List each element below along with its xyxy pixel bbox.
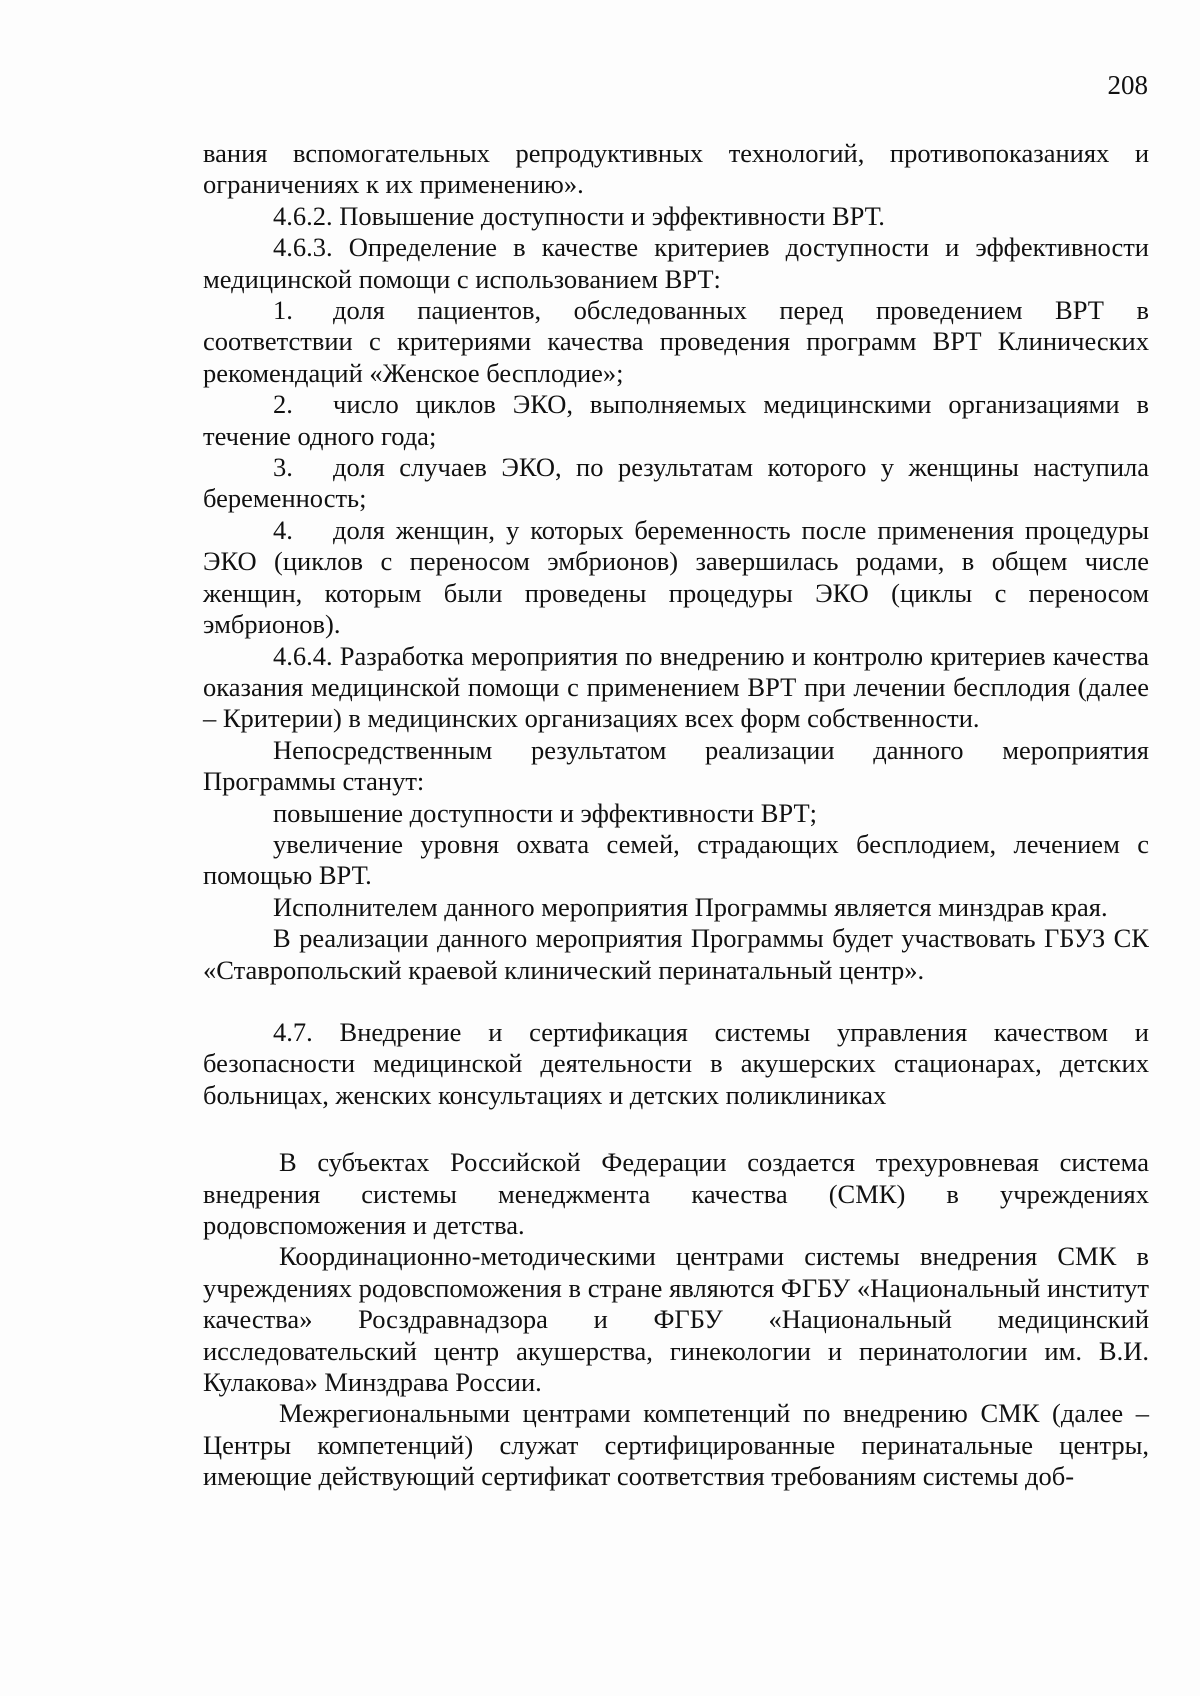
list-item-text: доля случаев ЭКО, по результатам которого у женщины наступила беременность; — [203, 452, 1149, 514]
section-gap — [203, 1111, 1149, 1147]
list-item-text: доля пациентов, обследованных перед проведением ВРТ в соответствии с критериями качества проведения программ ВРТ Клинических рекомендаций «Женское бесплодие»; — [203, 295, 1149, 388]
list-number: 3. — [273, 452, 293, 483]
list-item-criterion-3 — [203, 452, 1149, 515]
list-item-criterion-4 — [203, 515, 1149, 641]
list-item-criterion-1 — [203, 295, 1149, 389]
paragraph-continuation: вания вспомогательных репродуктивных технологий, противопоказаниях и ограничениях к их применению». — [203, 138, 1149, 200]
paragraph-competence-centers: Межрегиональными центрами компетенций по внедрению СМК (далее – Центры компетенций) служат сертифицированные перинатальные центры, имеющие действующий сертификат соответствия требованиям системы доб- — [203, 1398, 1149, 1492]
paragraph-4-6-2: 4.6.2. Повышение доступности и эффективности ВРТ. — [273, 200, 885, 231]
paragraph-executor: Исполнителем данного мероприятия Программы является минздрав края. — [273, 891, 1108, 922]
page-number: 208 — [1107, 70, 1148, 100]
paragraph-4-6-3: 4.6.3. Определение в качестве критериев доступности и эффективности медицинской помощи с использованием ВРТ: — [203, 232, 1149, 294]
paragraph-4-6-4: 4.6.4. Разработка мероприятия по внедрению и контролю критериев качества оказания медицинской помощи с применением ВРТ при лечении бесплодия (далее – Критерии) в медицинских организациях всех форм собственности. — [203, 640, 1149, 734]
paragraph-results-intro: Непосредственным результатом реализации данного мероприятия Программы станут: — [203, 734, 1149, 797]
section-gap — [203, 986, 1149, 1017]
list-number: 1. — [273, 295, 293, 326]
paragraph-smk-centers: Координационно-методическими центрами системы внедрения СМК в учреждениях родовспоможения в стране являются ФГБУ «Национальный институт качества» Росздравнадзора и ФГБУ «Национальный медицинский исследовательский центр акушерства, гинекологии и перинатологии им. В.И. Кулакова» Минздрава России. — [203, 1241, 1149, 1398]
paragraph-result-2: увеличение уровня охвата семей, страдающих бесплодием, лечением с помощью ВРТ. — [203, 828, 1149, 891]
list-item-text: доля женщин, у которых беременность после применения процедуры ЭКО (циклов с переносом эмбрионов) завершилась родами, в общем числе женщин, которым были проведены процедуры ЭКО (циклы с переносом эмбрионов). — [203, 514, 1149, 640]
list-number: 2. — [273, 389, 293, 420]
list-number: 4. — [273, 514, 293, 545]
paragraph-participant: В реализации данного мероприятия Программы будет участвовать ГБУЗ СК «Ставропольский краевой клинический перинатальный центр». — [203, 923, 1149, 985]
paragraph-result-1: повышение доступности и эффективности ВРТ; — [273, 797, 818, 828]
section-heading-4-7: 4.7. Внедрение и сертификация системы управления качеством и безопасности медицинской деятельности в акушерских стационарах, детских больницах, женских консультациях и детских поликлиниках — [203, 1016, 1149, 1110]
list-item-criterion-2 — [203, 389, 1149, 452]
list-item-text: число циклов ЭКО, выполняемых медицинскими организациями в течение одного года; — [203, 389, 1149, 451]
paragraph-smk-levels: В субъектах Российской Федерации создается трехуровневая система внедрения системы менеджмента качества (СМК) в учреждениях родовспоможения и детства. — [203, 1147, 1149, 1240]
page-body — [203, 138, 1149, 1493]
